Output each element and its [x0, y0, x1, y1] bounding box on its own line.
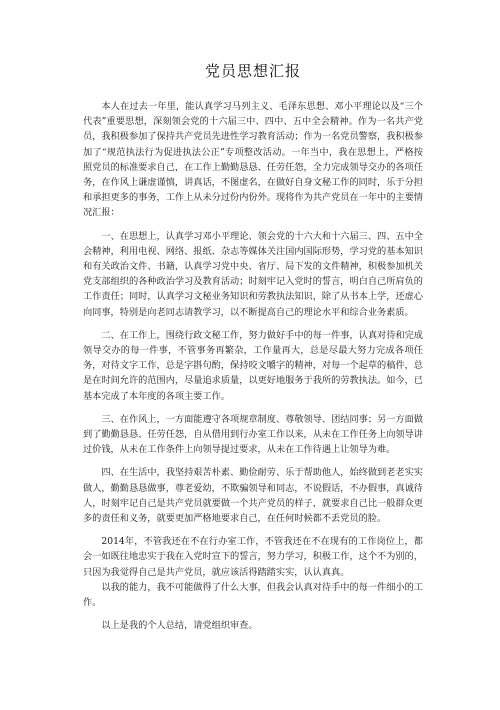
- paragraph-intro: 本人在过去一年里，能认真学习马列主义、毛泽东思想、邓小平理论以及“三个代表”重要思想，深刻领会党的十六届三中、四中、五中全会精神。作为一名共产党员，我积极参加了保持共产党员先进性学习教育活动；作为一名党员警察，我积极参加了“规范执法行为促进执法公正”专项整改活动。一年当中，我在思想上，严格按照党员的标准要求自己，在工作上勤勤恳恳、任劳任怨，全力完成领导交办的各项任务，在作风上谦虚谨慎，讲真话，不图虚名，在做好自身文秘工作的同时，乐于分担和承担更多的事务，工作上从未分过份内份外。现将作为共产党员在一年中的主要情况汇报：: [83, 101, 423, 219]
- document-page: [83, 60, 423, 634]
- paragraph-closing: 以上是我的个人总结，请党组织审查。: [101, 620, 258, 632]
- paragraph-ideology: 一、在思想上，认真学习邓小平理论、领会党的十六大和十六届三、四、五中全会精神，利用电视、网络、报纸、杂志等媒体关注国内国际形势，学习党的基本知识和有关政治文件、书籍，认真学习党中央、省厅、局下发的文件精神，积极参加机关党支部组织的各种政治学习及教育活动；时刻牢记入党时的誓言，明白自己所肩负的工作责任；同时，认真学习文秘业务知识和劳教执法知识，除了从书本上学，还虚心向同事，特别是向老同志请教学习，以不断提高自己的理论水平和综合业务素质。: [83, 230, 423, 318]
- paragraph-work: 二、在工作上，围绕行政文秘工作，努力做好手中的每一件事，认真对待和完成领导交办的每一件事，不管事务再繁杂，工作量再大，总是尽最大努力完成各项任务，对待文字工作，总是字斟句酌，保持咬文嚼字的精神，对每一个起草的稿件，总是在时间允许的范围内，尽量追求质量，以更好地服务于我所的劳教执法。如今，已基本完成了本年度的各项主要工作。: [83, 329, 423, 402]
- document-title: 党员思想汇报: [204, 62, 301, 80]
- paragraph-ability: 以我的能力，我不可能做得了什么大事，但我会认真对待手中的每一件细小的工作。: [83, 581, 423, 609]
- paragraph-conduct: 三、在作风上，一方面能遵守各项规章制度、尊敬领导、团结同事；另一方面做到了勤勤恳恳、任劳任怨，自从借用到行办室工作以来，从未在工作任务上向领导讲过价钱，从未在工作条件上向领导提过要求，从未在工作待遇上让领导为难。: [83, 413, 423, 456]
- paragraph-commitment: 2014年，不管我还在不在行办室工作，不管我还在不在现有的工作岗位上，都会一如既往地忠实于我在入党时宣下的誓言，努力学习，积极工作，这个不为别的，只因为我觉得自己是共产党员，就应该活得踏踏实实，认认真真。: [83, 536, 423, 578]
- paragraph-life: 四、在生活中，我坚持艰苦朴素、勤俭耐劳、乐于帮助他人，始终做到老老实实做人，勤勤恳恳做事，尊老爱幼，不欺骗领导和同志，不说假话，不办假事，真诚待人，时刻牢记自己是共产党员就要做一个共产党员的样子，就要求自己比一般群众更多的责任和义务，就要更加严格地要求自己，在任何时候都不丢党员的脸。: [83, 467, 423, 525]
